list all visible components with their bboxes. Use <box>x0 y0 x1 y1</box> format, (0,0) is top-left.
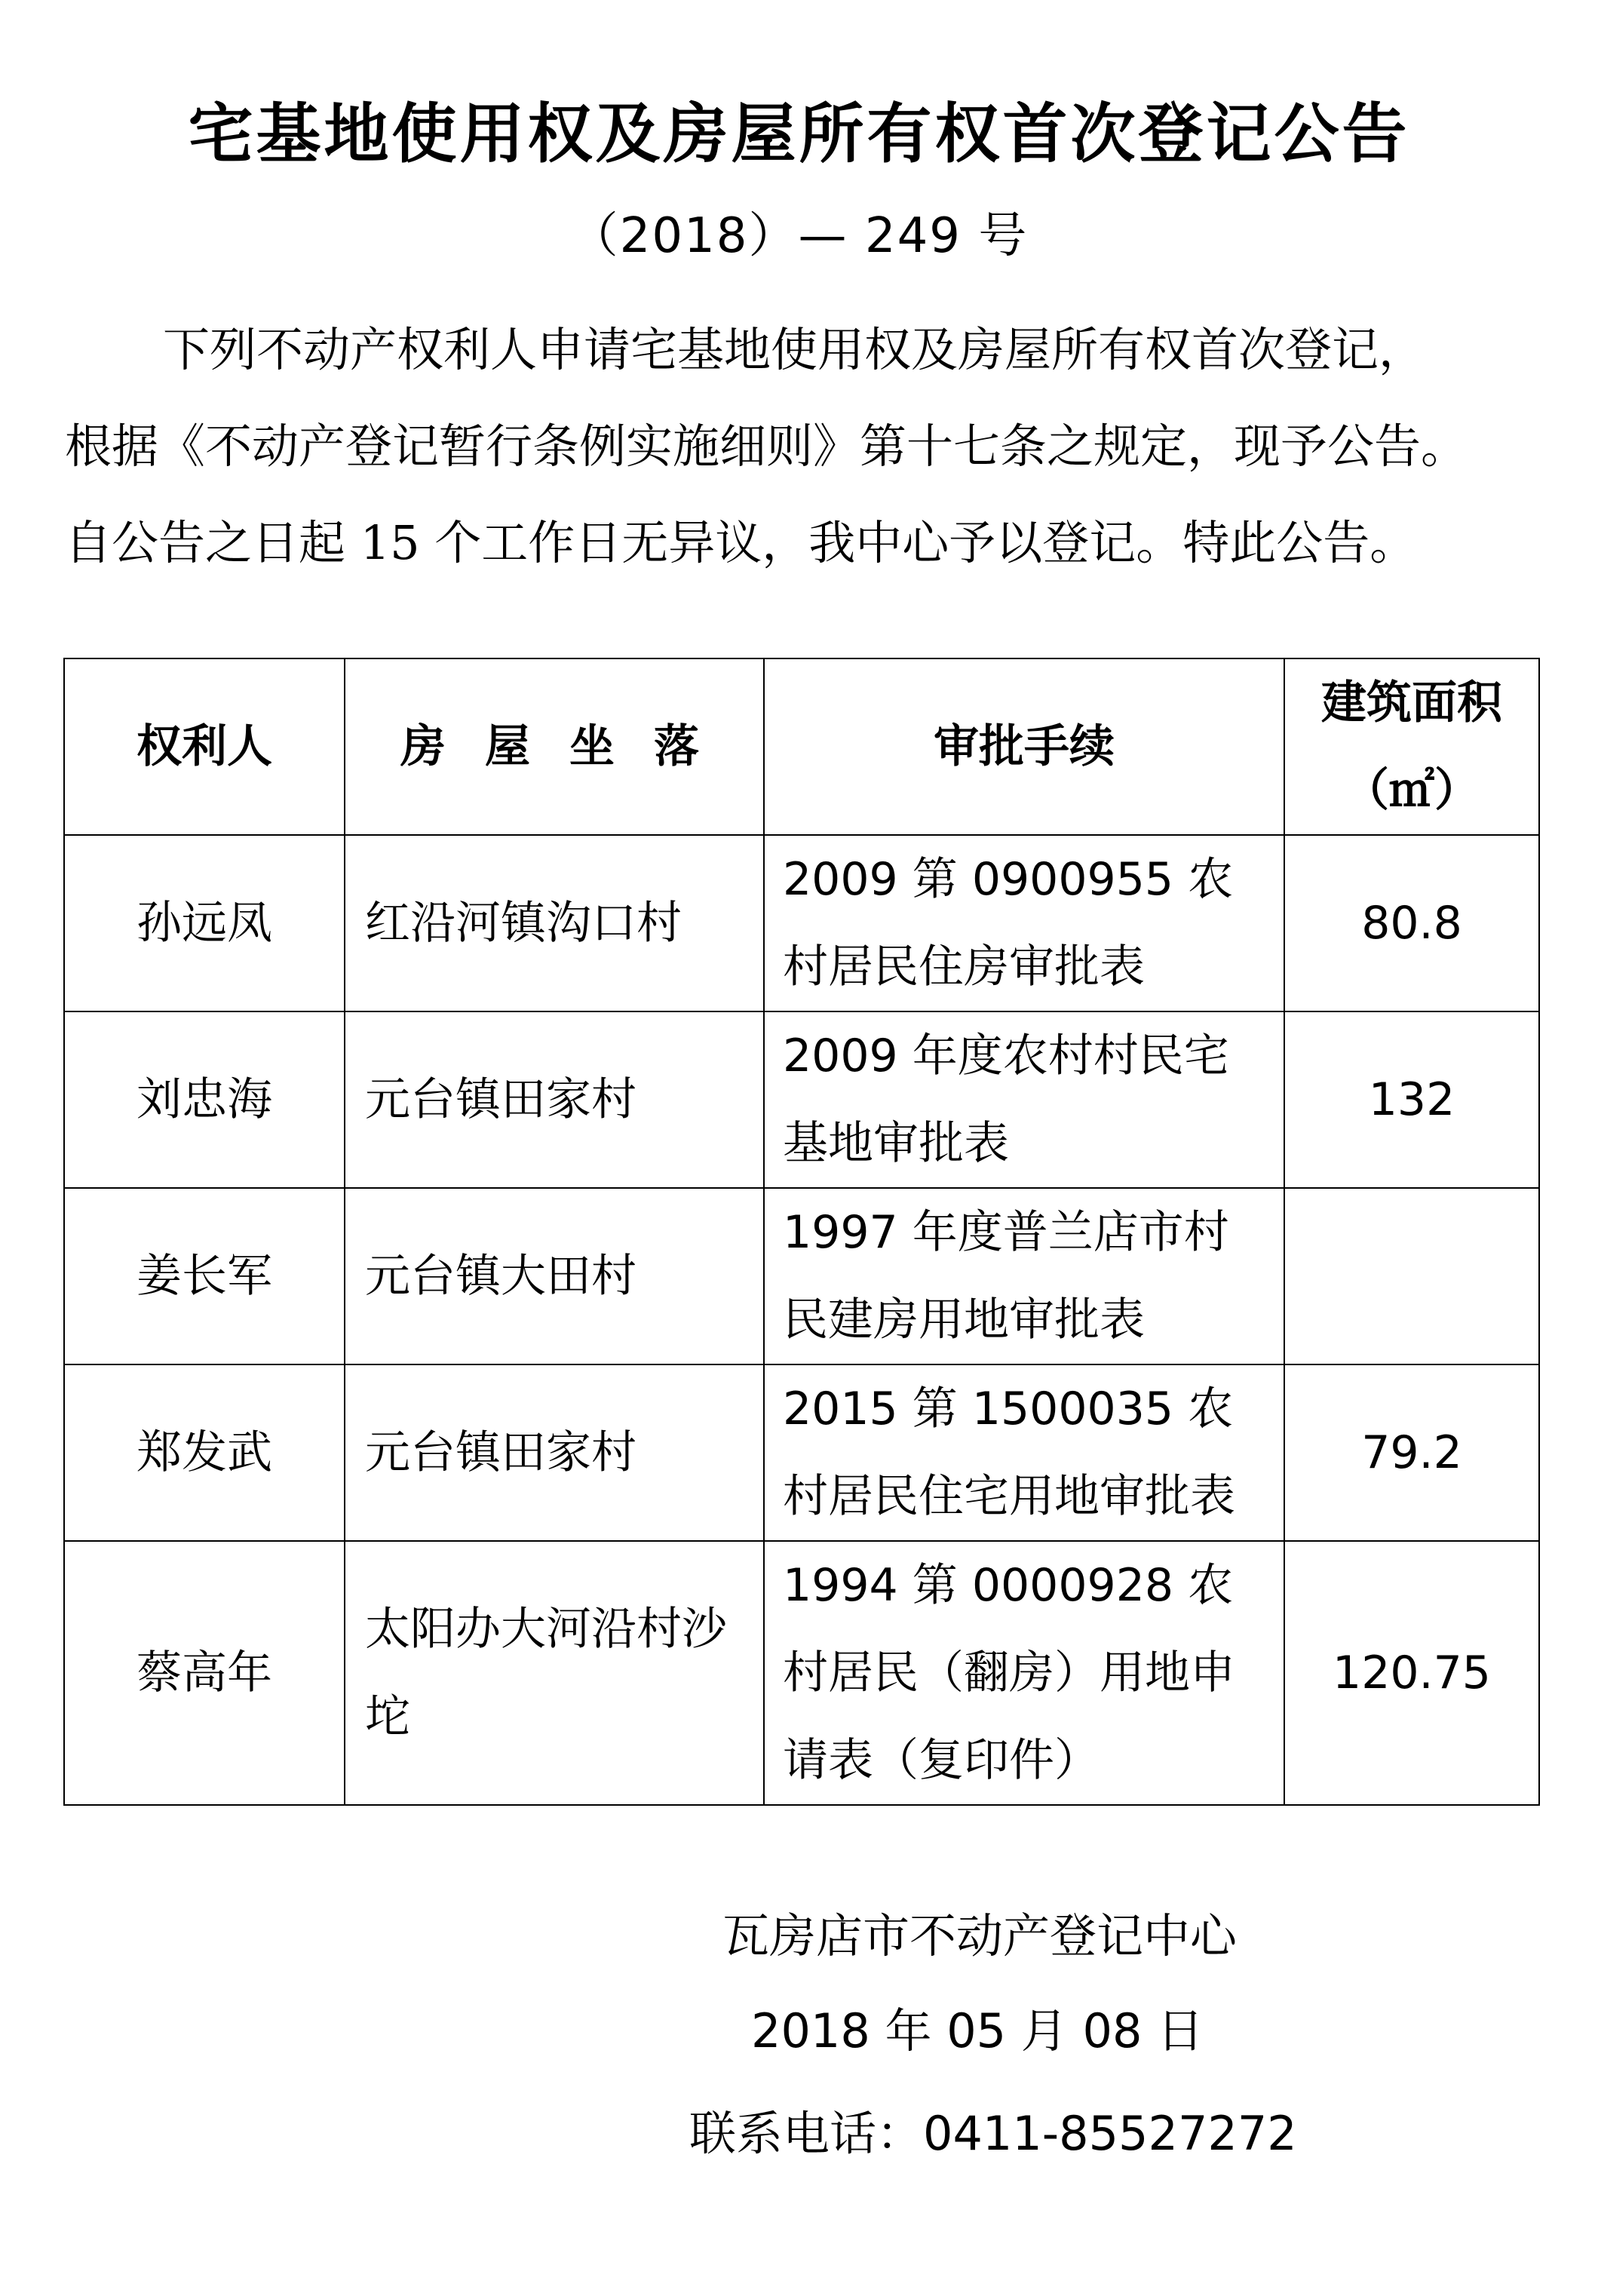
location-cell: 太阳办大河沿村沙坨 <box>345 1541 764 1805</box>
header-area-label: 建筑面积 <box>1321 677 1502 729</box>
approval-cell: 2009 第 0900955 农村居民住房审批表 <box>764 835 1284 1011</box>
table-row <box>64 835 1539 1011</box>
paragraph-line-2: 根据《不动产登记暂行条例实施细则》第十七条之规定，现予公告。 <box>65 419 1468 474</box>
table-header-row <box>64 658 1539 835</box>
owner-cell: 郑发武 <box>64 1364 345 1541</box>
header-owner: 权利人 <box>64 658 345 835</box>
signature-organization: 瓦房店市不动产登记中心 <box>722 1908 1238 1963</box>
registration-table <box>63 658 1540 1806</box>
approval-cell: 2015 第 1500035 农村居民住宅用地审批表 <box>764 1364 1284 1541</box>
page-title: 宅基地使用权及房屋所有权首次登记公告 <box>188 97 1410 172</box>
approval-cell: 1997 年度普兰店市村民建房用地审批表 <box>764 1188 1284 1364</box>
document-number: （2018）— 249 号 <box>569 208 1029 264</box>
table-row <box>64 1011 1539 1188</box>
header-area <box>1284 658 1539 835</box>
owner-cell: 孙远凤 <box>64 835 345 1011</box>
owner-cell: 刘忠海 <box>64 1011 345 1188</box>
owner-cell: 姜长军 <box>64 1188 345 1364</box>
contact-phone: 联系电话：0411-85527272 <box>689 2106 1297 2161</box>
table-row <box>64 1541 1539 1805</box>
location-cell: 元台镇田家村 <box>345 1364 764 1541</box>
paragraph-line-3: 自公告之日起 15 个工作日无异议，我中心予以登记。特此公告。 <box>65 515 1417 570</box>
approval-cell: 2009 年度农村村民宅基地审批表 <box>764 1011 1284 1188</box>
paragraph-line-1: 下列不动产权利人申请宅基地使用权及房屋所有权首次登记， <box>163 322 1426 377</box>
location-cell: 红沿河镇沟口村 <box>345 835 764 1011</box>
area-cell: 132 <box>1284 1011 1539 1188</box>
header-location: 房屋坐落 <box>345 658 764 835</box>
location-cell: 元台镇大田村 <box>345 1188 764 1364</box>
approval-cell: 1994 第 0000928 农村居民（翻房）用地申请表（复印件） <box>764 1541 1284 1805</box>
area-cell <box>1284 1188 1539 1364</box>
header-area-unit: （㎡） <box>1344 764 1480 817</box>
table-row <box>64 1364 1539 1541</box>
header-approval: 审批手续 <box>764 658 1284 835</box>
signature-date: 2018 年 05 月 08 日 <box>751 2003 1204 2058</box>
owner-cell: 蔡高年 <box>64 1541 345 1805</box>
location-cell: 元台镇田家村 <box>345 1011 764 1188</box>
table-row <box>64 1188 1539 1364</box>
area-cell: 80.8 <box>1284 835 1539 1011</box>
area-cell: 79.2 <box>1284 1364 1539 1541</box>
area-cell: 120.75 <box>1284 1541 1539 1805</box>
